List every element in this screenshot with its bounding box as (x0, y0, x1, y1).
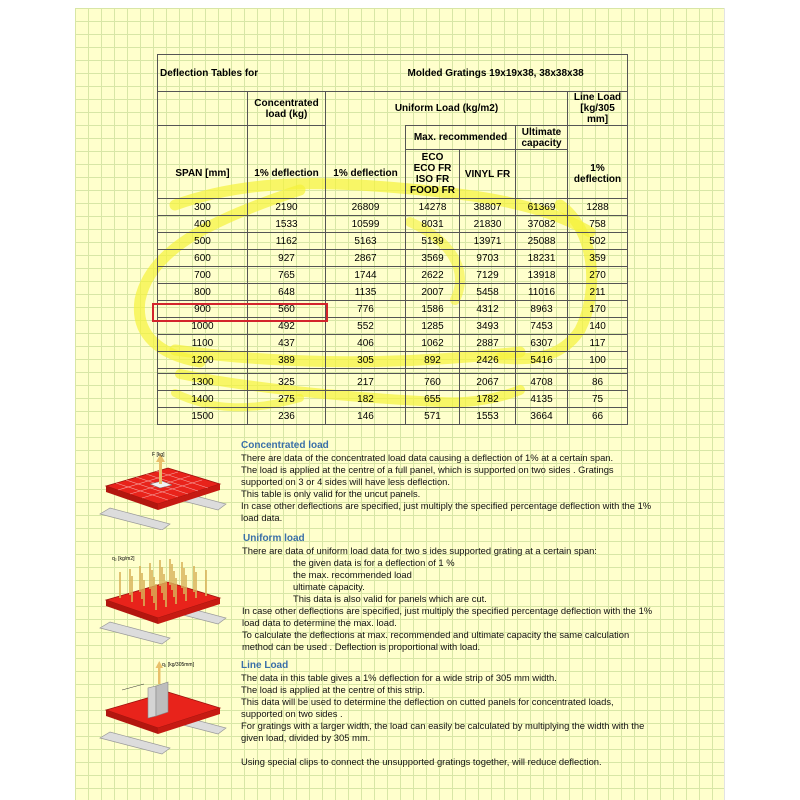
table-cell: 2867 (326, 250, 406, 267)
table-cell: 1553 (460, 408, 516, 425)
table-cell: 1500 (158, 408, 248, 425)
table-cell: 86 (568, 374, 628, 391)
table-cell: 892 (406, 352, 460, 369)
table-cell: 37082 (516, 216, 568, 233)
header-eco-line: FOOD FR (410, 185, 456, 196)
table-cell: 1586 (406, 301, 460, 318)
table-cell: 800 (158, 284, 248, 301)
table-cell: 3493 (460, 318, 516, 335)
table-cell: 13971 (460, 233, 516, 250)
header-eco (406, 150, 460, 199)
paragraph-spacer (241, 744, 644, 756)
header-vinyl: VINYL FR (460, 150, 516, 199)
uniform-load-illustration (98, 548, 228, 646)
table-row (158, 199, 628, 216)
table-cell: 1533 (248, 216, 326, 233)
table-cell: 552 (326, 318, 406, 335)
table-cell: 3664 (516, 408, 568, 425)
table-cell: 8963 (516, 301, 568, 318)
table-cell: 3569 (406, 250, 460, 267)
table-cell: 765 (248, 267, 326, 284)
table-cell: 7129 (460, 267, 516, 284)
table-cell: 571 (406, 408, 460, 425)
table-cell: 325 (248, 374, 326, 391)
red-highlight-box (152, 303, 328, 322)
concentrated-load-illustration (98, 448, 228, 530)
paragraph-line: The load is applied at the centre of this strip. (241, 684, 425, 695)
table-cell: 300 (158, 199, 248, 216)
table-cell: 305 (326, 352, 406, 369)
paragraph-line: This table is only valid for the uncut panels. (241, 488, 421, 499)
table-cell: 26809 (326, 199, 406, 216)
header-span: SPAN [mm] (158, 150, 248, 199)
line-load-text (241, 672, 644, 768)
paragraph-line: For gratings with a larger width, the load can easily be calculated by multiplying the width with the (241, 720, 645, 731)
header-ultimate: Ultimate capacity (516, 126, 568, 150)
table-cell: 25088 (516, 233, 568, 250)
paragraph-line: The data in this table gives a 1% deflection for a wide strip of 305 mm width. (241, 672, 557, 683)
line-load-illustration (98, 658, 228, 756)
paragraph-line: In case other deflections are specified, just multiply the specified percentage deflection with the 1% (241, 500, 652, 511)
table-cell: 10599 (326, 216, 406, 233)
table-cell: 400 (158, 216, 248, 233)
table-cell: 1285 (406, 318, 460, 335)
table-cell: 18231 (516, 250, 568, 267)
header-1pct-concentrated: 1% deflection (248, 150, 326, 199)
table-cell: 217 (326, 374, 406, 391)
table-cell: 2426 (460, 352, 516, 369)
header-line: Line Load [kg/305 mm] (568, 92, 628, 126)
table-cell: 1782 (460, 391, 516, 408)
table-row (158, 216, 628, 233)
table-cell: 38807 (460, 199, 516, 216)
table-cell: 7453 (516, 318, 568, 335)
table-cell: 100 (568, 352, 628, 369)
header-max-recommended: Max. recommended (406, 126, 516, 150)
table-cell: 1200 (158, 352, 248, 369)
table-title-row (158, 55, 628, 92)
paragraph-line: The load is applied at the centre of a full panel, which is supported on two sides . Gratings (241, 464, 614, 475)
table-cell: 1162 (248, 233, 326, 250)
table-cell: 655 (406, 391, 460, 408)
line-load-heading: Line Load (241, 660, 289, 671)
table-cell: 502 (568, 233, 628, 250)
table-cell: 700 (158, 267, 248, 284)
paragraph-line: supported on 3 or 4 sides will have less deflection. (241, 476, 450, 487)
header-1pct-line: 1% deflection (568, 150, 628, 199)
table-cell: 2067 (460, 374, 516, 391)
paragraph-line: In case other deflections are specified, just multiply the specified percentage deflection with the 1% (242, 605, 653, 616)
table-cell: 1744 (326, 267, 406, 284)
table-cell: 182 (326, 391, 406, 408)
table-cell: 4312 (460, 301, 516, 318)
table-row (158, 267, 628, 284)
page-edge (724, 8, 725, 800)
table-cell: 2190 (248, 199, 326, 216)
table-cell: 560 (248, 301, 326, 318)
table-cell: 75 (568, 391, 628, 408)
table-cell: 270 (568, 267, 628, 284)
paragraph-line: There are data of uniform load data for two s ides supported grating at a certain span: (242, 545, 597, 556)
table-cell: 6307 (516, 335, 568, 352)
table-cell: 61369 (516, 199, 568, 216)
paragraph-line: Using special clips to connect the unsupported gratings together, will reduce deflection. (241, 756, 602, 767)
table-cell: 2622 (406, 267, 460, 284)
table-cell: 11016 (516, 284, 568, 301)
table-row (158, 408, 628, 425)
table-cell: 146 (326, 408, 406, 425)
paragraph-line: method can be used . Deflection is proportional with load. (242, 641, 481, 652)
figure-label: F [kg] (152, 452, 165, 458)
table-cell: 5416 (516, 352, 568, 369)
table-cell: 1062 (406, 335, 460, 352)
table-cell: 1135 (326, 284, 406, 301)
table-cell: 1000 (158, 318, 248, 335)
concentrated-load-text (241, 452, 651, 524)
table-cell: 437 (248, 335, 326, 352)
paragraph-line: There are data of the concentrated load data causing a deflection of 1% at a certain span. (241, 452, 614, 463)
table-cell: 776 (326, 301, 406, 318)
table-row (158, 374, 628, 391)
paragraph-line: the max. recommended load (293, 569, 412, 580)
table-cell: 4708 (516, 374, 568, 391)
table-cell: 211 (568, 284, 628, 301)
table-cell: 2887 (460, 335, 516, 352)
paragraph-line: the given data is for a deflection of 1 % (293, 557, 455, 568)
table-row (158, 284, 628, 301)
table-cell: 500 (158, 233, 248, 250)
table-cell: 275 (248, 391, 326, 408)
paragraph-line: load data. (241, 512, 283, 523)
deflection-table (157, 54, 628, 425)
header-eco-line: ECO FR (413, 163, 452, 174)
table-cell: 648 (248, 284, 326, 301)
paragraph-line: given load, divided by 305 mm. (241, 732, 371, 743)
table-cell: 170 (568, 301, 628, 318)
header-blank (158, 92, 248, 126)
table-cell: 1400 (158, 391, 248, 408)
figure-label: q₂ [kg/m2] (112, 556, 135, 562)
table-cell: 389 (248, 352, 326, 369)
paragraph-line: To calculate the deflections at max. recommended and ultimate capacity the same calculation (242, 629, 630, 640)
concentrated-load-heading: Concentrated load (241, 440, 329, 451)
figure-label: q₁ [kg/305mm] (162, 662, 194, 668)
table-cell: 760 (406, 374, 460, 391)
table-cell: 492 (248, 318, 326, 335)
table-cell: 236 (248, 408, 326, 425)
uniform-load-heading: Uniform load (243, 533, 305, 544)
table-cell: 1288 (568, 199, 628, 216)
table-cell: 13918 (516, 267, 568, 284)
uniform-load-text (242, 545, 652, 653)
header-eco-line: ECO (421, 152, 444, 163)
paragraph-line: This data will be used to determine the deflection on cutted panels for concentrated loads, (241, 696, 614, 707)
table-cell: 406 (326, 335, 406, 352)
table-cell: 5163 (326, 233, 406, 250)
table-cell: 900 (158, 301, 248, 318)
table-cell: 600 (158, 250, 248, 267)
table-row (158, 250, 628, 267)
paragraph-line: This data is also valid for panels which are cut. (293, 593, 487, 604)
header-1pct-uniform: 1% deflection (326, 150, 406, 199)
table-cell: 140 (568, 318, 628, 335)
table-cell: 2007 (406, 284, 460, 301)
table-cell: 359 (568, 250, 628, 267)
table-cell: 117 (568, 335, 628, 352)
table-cell: 9703 (460, 250, 516, 267)
paragraph-line: supported on two sides . (241, 708, 343, 719)
table-header-row-2 (158, 126, 628, 150)
table-title-left: Deflection Tables for (158, 55, 406, 92)
table-cell: 927 (248, 250, 326, 267)
table-header-row-3 (158, 150, 628, 199)
table-cell: 66 (568, 408, 628, 425)
header-uniform: Uniform Load (kg/m2) (326, 92, 568, 126)
table-header-row-1 (158, 92, 628, 126)
table-row (158, 352, 628, 369)
table-row (158, 335, 628, 352)
paragraph-line: ultimate capacity. (293, 581, 365, 592)
header-eco-line: ISO FR (415, 174, 450, 185)
table-cell: 1300 (158, 374, 248, 391)
table-row (158, 391, 628, 408)
table-cell: 5458 (460, 284, 516, 301)
table-cell: 1100 (158, 335, 248, 352)
paragraph-line: load data to determine the max. load. (242, 617, 397, 628)
table-cell: 4135 (516, 391, 568, 408)
table-cell: 8031 (406, 216, 460, 233)
header-concentrated: Concentrated load (kg) (248, 92, 326, 126)
table-cell: 758 (568, 216, 628, 233)
table-row (158, 233, 628, 250)
table-cell: 14278 (406, 199, 460, 216)
table-cell: 21830 (460, 216, 516, 233)
table-cell: 5139 (406, 233, 460, 250)
table-title-right: Molded Gratings 19x19x38, 38x38x38 (406, 55, 628, 92)
